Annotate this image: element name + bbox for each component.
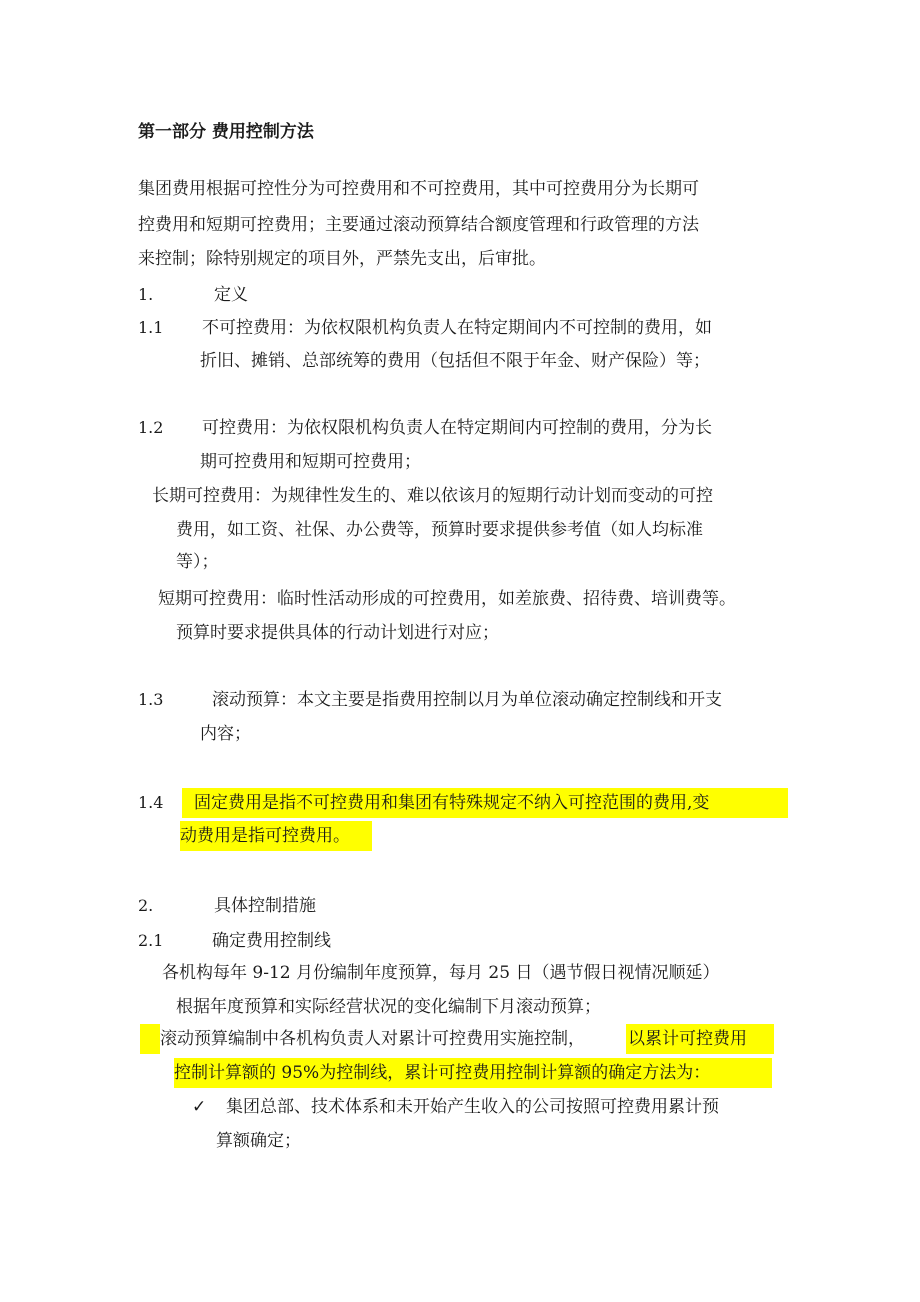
bullet-line-1: 集团总部、技术体系和未开始产生收入的公司按照可控费用累计预 xyxy=(226,1097,719,1117)
section-1-4-line-1: 固定费用是指不可控费用和集团有特殊规定不纳入可控范围的费用,变 xyxy=(182,788,788,818)
section-1-1-number: 1.1 xyxy=(138,318,164,337)
long-term-line-2: 费用，如工资、社保、办公费等，预算时要求提供参考值（如人均标准 xyxy=(176,520,703,540)
section-2-1-body-line-1: 各机构每年 9-12 月份编制年度预算，每月 25 日（遇节假日视情况顺延） xyxy=(162,963,720,983)
intro-line-3: 来控制；除特别规定的项目外，严禁先支出，后审批。 xyxy=(138,249,546,269)
section-2-1-control-line-1a: 滚动预算编制中各机构负责人对累计可控费用实施控制， xyxy=(160,1029,585,1049)
short-term-line-2: 预算时要求提供具体的行动计划进行对应； xyxy=(176,623,499,643)
section-1-label: 定义 xyxy=(214,285,248,305)
section-1-4-line-2: 动费用是指可控费用。 xyxy=(180,821,372,851)
section-2-1-control-line-1b: 以累计可控费用 xyxy=(626,1024,774,1054)
section-1-number: 1. xyxy=(138,285,154,304)
checkmark-icon: ✓ xyxy=(192,1097,207,1117)
section-2-1-number: 2.1 xyxy=(138,931,164,950)
short-term-line-1: 短期可控费用：临时性活动形成的可控费用，如差旅费、招待费、培训费等。 xyxy=(158,589,736,609)
section-2-1-label: 确定费用控制线 xyxy=(212,931,331,951)
section-1-2-line-2: 期可控费用和短期可控费用； xyxy=(200,452,421,472)
intro-line-1: 集团费用根据可控性分为可控费用和不可控费用，其中可控费用分为长期可 xyxy=(138,179,699,199)
section-2-number: 2. xyxy=(138,896,154,915)
long-term-line-1: 长期可控费用：为规律性发生的、难以依该月的短期行动计划而变动的可控 xyxy=(152,486,713,506)
section-1-2-number: 1.2 xyxy=(138,418,164,437)
section-2-label: 具体控制措施 xyxy=(214,896,316,916)
highlight-margin-marker xyxy=(140,1024,160,1054)
long-term-line-3: 等）； xyxy=(176,552,219,572)
section-2-1-control-line-2: 控制计算额的 95%为控制线，累计可控费用控制计算额的确定方法为： xyxy=(174,1058,772,1088)
page-title: 第一部分 费用控制方法 xyxy=(138,122,314,142)
section-1-3-line-1: 滚动预算：本文主要是指费用控制以月为单位滚动确定控制线和开支 xyxy=(212,690,722,710)
section-1-3-number: 1.3 xyxy=(138,690,164,709)
section-1-1-line-2: 折旧、摊销、总部统筹的费用（包括但不限于年金、财产保险）等； xyxy=(200,351,710,371)
bullet-line-2: 算额确定； xyxy=(216,1131,301,1151)
section-1-3-line-2: 内容； xyxy=(200,724,251,744)
section-1-1-line-1: 不可控费用：为依权限机构负责人在特定期间内不可控制的费用，如 xyxy=(202,318,712,338)
intro-line-2: 控费用和短期可控费用；主要通过滚动预算结合额度管理和行政管理的方法 xyxy=(138,215,699,235)
section-1-2-line-1: 可控费用：为依权限机构负责人在特定期间内可控制的费用，分为长 xyxy=(202,418,712,438)
section-2-1-body-line-2: 根据年度预算和实际经营状况的变化编制下月滚动预算； xyxy=(176,997,601,1017)
section-1-4-number: 1.4 xyxy=(138,793,164,812)
